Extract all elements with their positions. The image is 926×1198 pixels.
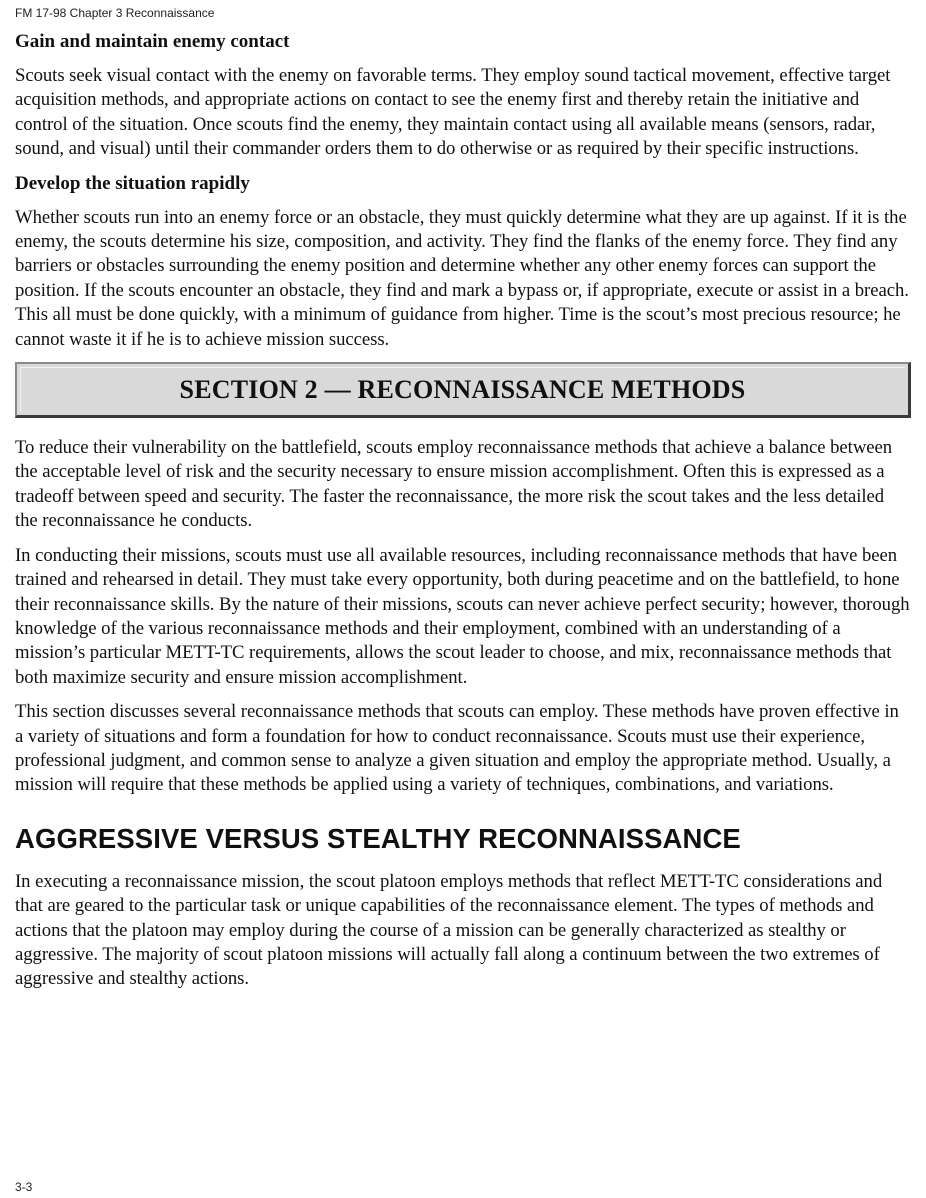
- running-header: FM 17-98 Chapter 3 Reconnaissance: [15, 6, 215, 20]
- paragraph-gain-contact: Scouts seek visual contact with the enemy on favorable terms. They employ sound tactical movement, effective target acquisition methods, and appropriate actions on contact to see the enemy first and thereby retain the initiative and control of the situation. Once scouts find the enemy, they maintain contact using all available means (sensors, radar, sound, and visual) until their commander orders them to do otherwise or as required by their specific instructions.: [15, 65, 891, 160]
- paragraph-develop-situation: Whether scouts run into an enemy force or an obstacle, they must quickly determine what they are up against. If it is the enemy, the scouts determine his size, composition, and activity. They find the flanks of the enemy force. They find any barriers or obstacles surrounding the enemy position and determine whether any other enemy forces can support the position. If the scouts encounter an obstacle, they find and mark a bypass or, if appropriate, execute or assist in a breach. This all must be done quickly, with a minimum of guidance from higher. Time is the scout’s most precious resource; he cannot waste it if he is to achieve mission success.: [15, 206, 909, 350]
- paragraph-aggressive-stealthy: In executing a reconnaissance mission, the scout platoon employs methods that reflect METT-TC considerations and that are geared to the particular task or unique capabilities of the reconnaissance element. The types of methods and actions that the platoon may employ during the course of a mission can be generally characterized as stealthy or aggressive. The majority of scout platoon missions will actually fall along a continuum between the two extremes of aggressive and stealthy actions.: [15, 870, 883, 990]
- section-title: SECTION 2 — RECONNAISSANCE METHODS: [179, 374, 746, 404]
- paragraph-section2-1: To reduce their vulnerability on the battlefield, scouts employ reconnaissance methods that achieve a balance between the acceptable level of risk and the security necessary to ensure mission accomplishment. Often this is expressed as a tradeoff between speed and security. The faster the reconnaissance, the more risk the scout takes and the less detailed the reconnaissance he conducts.: [15, 437, 893, 532]
- heading-develop-situation: Develop the situation rapidly: [15, 172, 250, 194]
- heading-gain-contact: Gain and maintain enemy contact: [15, 31, 290, 52]
- paragraph-section2-2: In conducting their missions, scouts must use all available resources, including reconnaissance methods that have been trained and rehearsed in detail. They must take every opportunity, both during peacetime and on the battlefield, to hone their reconnaissance skills. By the nature of their missions, scouts can never achieve perfect security; however, thorough knowledge of the various reconnaissance methods and their employment, combined with an understanding of a mission’s particular METT-TC requirements, allows the scout leader to choose, and mix, reconnaissance methods that both maximize security and ensure mission accomplishment.: [15, 544, 910, 688]
- heading-aggressive-stealthy: AGGRESSIVE VERSUS STEALTHY RECONNAISSANCE: [15, 822, 741, 854]
- page-number: 3-3: [15, 1180, 33, 1194]
- paragraph-section2-3: This section discusses several reconnaissance methods that scouts can employ. These methods have proven effective in a variety of situations and form a foundation for how to conduct reconnaissance. Scouts must use their experience, professional judgment, and common sense to analyze a given situation and employ the appropriate method. Usually, a mission will require that these methods be applied using a variety of techniques, combinations, and variations.: [15, 701, 899, 796]
- section-banner: [15, 362, 911, 418]
- page-content: [15, 30, 911, 1002]
